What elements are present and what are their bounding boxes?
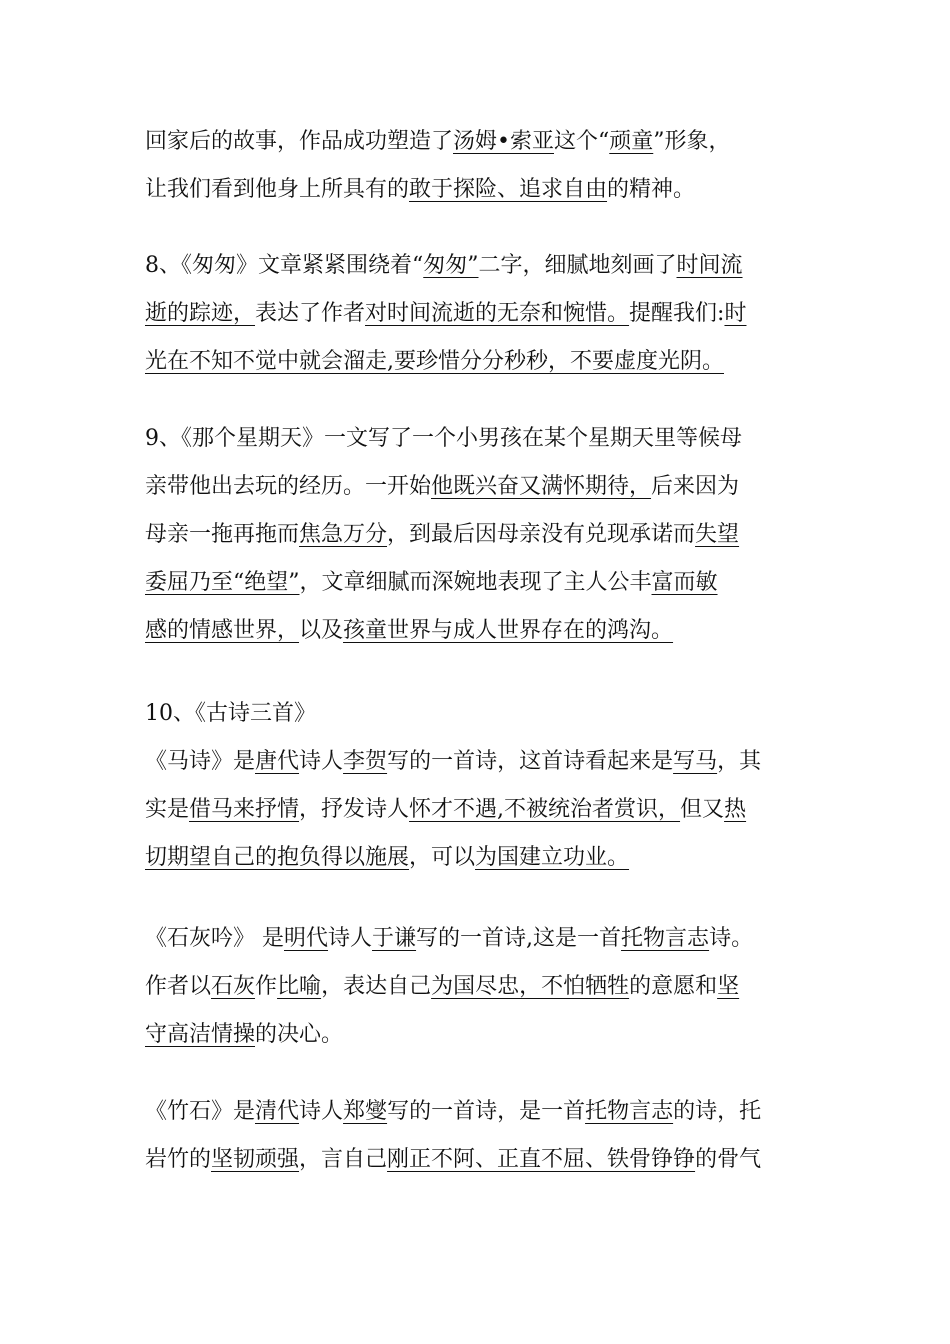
underlined-text: 唐代	[255, 749, 300, 774]
text-segment: ，到最后因母亲没有兑现承诺而	[387, 522, 696, 547]
underlined-text: 委屈乃至“绝望”	[145, 570, 300, 595]
underlined-text: 顽童	[609, 129, 654, 154]
text-segment: 实是	[145, 797, 190, 822]
underlined-text: 刚正不阿、正直不屈、铁骨铮铮	[387, 1147, 696, 1172]
text-line	[145, 1136, 810, 1184]
underlined-text: 感的情感世界，	[145, 618, 300, 643]
text-line	[145, 738, 810, 786]
section-heading-ancient-poems: 10、《古诗三首》	[145, 701, 316, 726]
text-segment: 诗人	[328, 926, 373, 951]
text-segment: 让我们看到他身上所具有的	[145, 177, 410, 202]
text-segment: 诗人	[299, 1099, 344, 1124]
underlined-text: 坚韧顽强	[211, 1147, 300, 1172]
text-segment: 8、《匆匆》文章紧紧围绕着“	[145, 253, 424, 278]
paragraph-horse-poem	[145, 738, 810, 882]
text-segment: 诗人	[299, 749, 344, 774]
text-segment: 写的一首诗，这首诗看起来是	[387, 749, 674, 774]
underlined-text: 他既兴奋又满怀期待，	[431, 474, 652, 499]
text-segment: 的意愿和	[629, 974, 718, 999]
text-line	[145, 834, 810, 882]
text-segment: ，文章细腻而深婉地表现了主人公丰	[299, 570, 652, 595]
paragraph-bamboo-stone	[145, 1088, 810, 1184]
text-segment: ，表达自己	[321, 974, 432, 999]
text-segment: 《马诗》是	[145, 749, 256, 774]
underlined-text: 明代	[284, 926, 329, 951]
underlined-text: 石灰	[211, 974, 256, 999]
underlined-text: 孩童世界与成人世界存在的鸿沟。	[343, 618, 674, 643]
text-line	[145, 607, 810, 655]
underlined-text: 逝的踪迹，	[145, 301, 256, 326]
underlined-text: 光在不知不觉中就会溜走,要珍惜分分秒秒，不要虚度光阴。	[145, 349, 724, 374]
underlined-text: 汤姆•索亚	[453, 129, 554, 154]
text-segment: 作	[255, 974, 278, 999]
text-segment: 这个“	[554, 129, 610, 154]
underlined-text: 写马	[673, 749, 718, 774]
text-segment: 的精神。	[607, 177, 696, 202]
underlined-text: 郑燮	[343, 1099, 388, 1124]
text-line	[145, 559, 810, 607]
text-segment: 亲带他出去玩的经历。一开始	[145, 474, 432, 499]
text-segment: 但又	[680, 797, 725, 822]
underlined-text: 匆匆”	[423, 253, 479, 278]
underlined-text: 托物言志	[621, 926, 710, 951]
text-segment: 以及	[299, 618, 344, 643]
text-line	[145, 118, 810, 166]
underlined-text: 对时间流逝的无奈和惋惜。	[365, 301, 630, 326]
paragraph-that-sunday	[145, 415, 810, 655]
text-segment: 9、《那个星期天》一文写了一个小男孩在某个星期天里等候母	[145, 426, 742, 451]
underlined-text: 为国尽忠，不怕牺牲	[431, 974, 630, 999]
text-line	[145, 242, 810, 290]
underlined-text: 热	[724, 797, 747, 822]
underlined-text: 于谦	[372, 926, 417, 951]
text-segment: 提醒我们:	[629, 301, 725, 326]
text-segment: 的骨气	[695, 1147, 762, 1172]
underlined-text: 失望	[695, 522, 740, 547]
text-line	[145, 166, 810, 214]
text-segment: ，可以	[409, 845, 476, 870]
text-line	[145, 415, 810, 463]
underlined-text: 怀才不遇,不被统治者赏识，	[409, 797, 681, 822]
text-segment: 《石灰吟》 是	[145, 926, 284, 951]
underlined-text: 坚	[717, 974, 740, 999]
text-line	[145, 786, 810, 834]
paragraph-tom-sawyer	[145, 118, 810, 214]
text-segment: 《竹石》是	[145, 1099, 256, 1124]
text-line	[145, 963, 810, 1011]
text-segment: 作者以	[145, 974, 212, 999]
underlined-text: 富而敏	[651, 570, 718, 595]
text-segment: 写的一首诗,这是一首	[416, 926, 622, 951]
text-segment: 二字，细腻地刻画了	[478, 253, 677, 278]
text-segment: 写的一首诗，是一首	[387, 1099, 586, 1124]
paragraph-congcong	[145, 242, 810, 386]
underlined-text: 李贺	[343, 749, 388, 774]
text-line	[145, 1088, 810, 1136]
underlined-text: 时间流	[676, 253, 743, 278]
text-line	[145, 338, 810, 386]
underlined-text: 为国建立功业。	[475, 845, 630, 870]
text-segment: 岩竹的	[145, 1147, 212, 1172]
underlined-text: 比喻	[277, 974, 322, 999]
underlined-text: 时	[724, 301, 747, 326]
text-line	[145, 463, 810, 511]
text-line	[145, 915, 810, 963]
underlined-text: 敢于探险、追求自由	[409, 177, 608, 202]
text-segment: 诗。	[709, 926, 754, 951]
text-segment: 的诗，托	[673, 1099, 762, 1124]
paragraph-lime-chant	[145, 915, 810, 1059]
text-segment: ，言自己	[299, 1147, 388, 1172]
underlined-text: 焦急万分	[299, 522, 388, 547]
underlined-text: 切期望自己的抱负得以施展	[145, 845, 410, 870]
text-segment: ，抒发诗人	[299, 797, 410, 822]
underlined-text: 守高洁情操	[145, 1022, 256, 1047]
text-segment: ，其	[717, 749, 762, 774]
text-segment: ”形象，	[653, 129, 731, 154]
text-segment: 的决心。	[255, 1022, 344, 1047]
text-segment: 表达了作者	[255, 301, 366, 326]
underlined-text: 借马来抒情	[189, 797, 300, 822]
text-segment: 回家后的故事，作品成功塑造了	[145, 129, 454, 154]
underlined-text: 清代	[255, 1099, 300, 1124]
text-segment: 母亲一拖再拖而	[145, 522, 300, 547]
text-line	[145, 511, 810, 559]
text-segment: 后来因为	[651, 474, 740, 499]
underlined-text: 托物言志	[585, 1099, 674, 1124]
text-line	[145, 290, 810, 338]
text-line	[145, 1011, 810, 1059]
